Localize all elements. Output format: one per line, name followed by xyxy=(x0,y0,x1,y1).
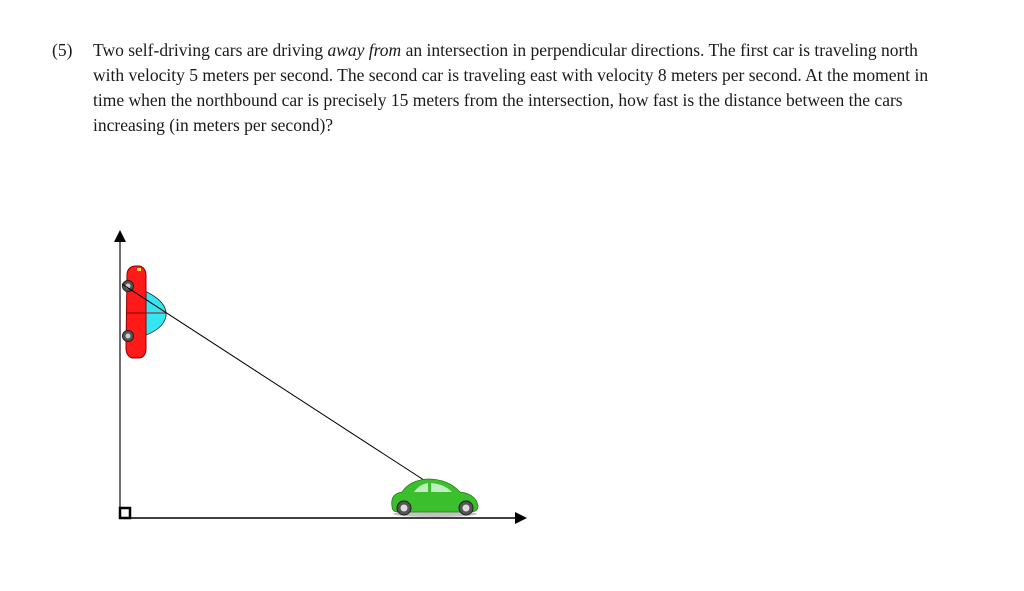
north-axis xyxy=(114,230,126,519)
problem-number: (5) xyxy=(52,40,73,60)
emphasis-away-from: away from xyxy=(327,40,402,60)
distance-line xyxy=(122,284,470,510)
problem-text-part2: an intersection in perpendicular directions. The first car is traveling north with velocity 5 meters per second. The second car is traveling east with velocity 8 meters per second. At the moment in time when the northbound car is precisely 15 meters from the intersection, how fast is the distance between the cars increasing (in meters per second)? xyxy=(93,40,929,135)
north-car xyxy=(123,266,167,358)
east-car xyxy=(392,479,478,517)
right-angle-marker xyxy=(120,508,130,518)
problem-text-part1: Two self-driving cars are driving xyxy=(93,40,328,60)
